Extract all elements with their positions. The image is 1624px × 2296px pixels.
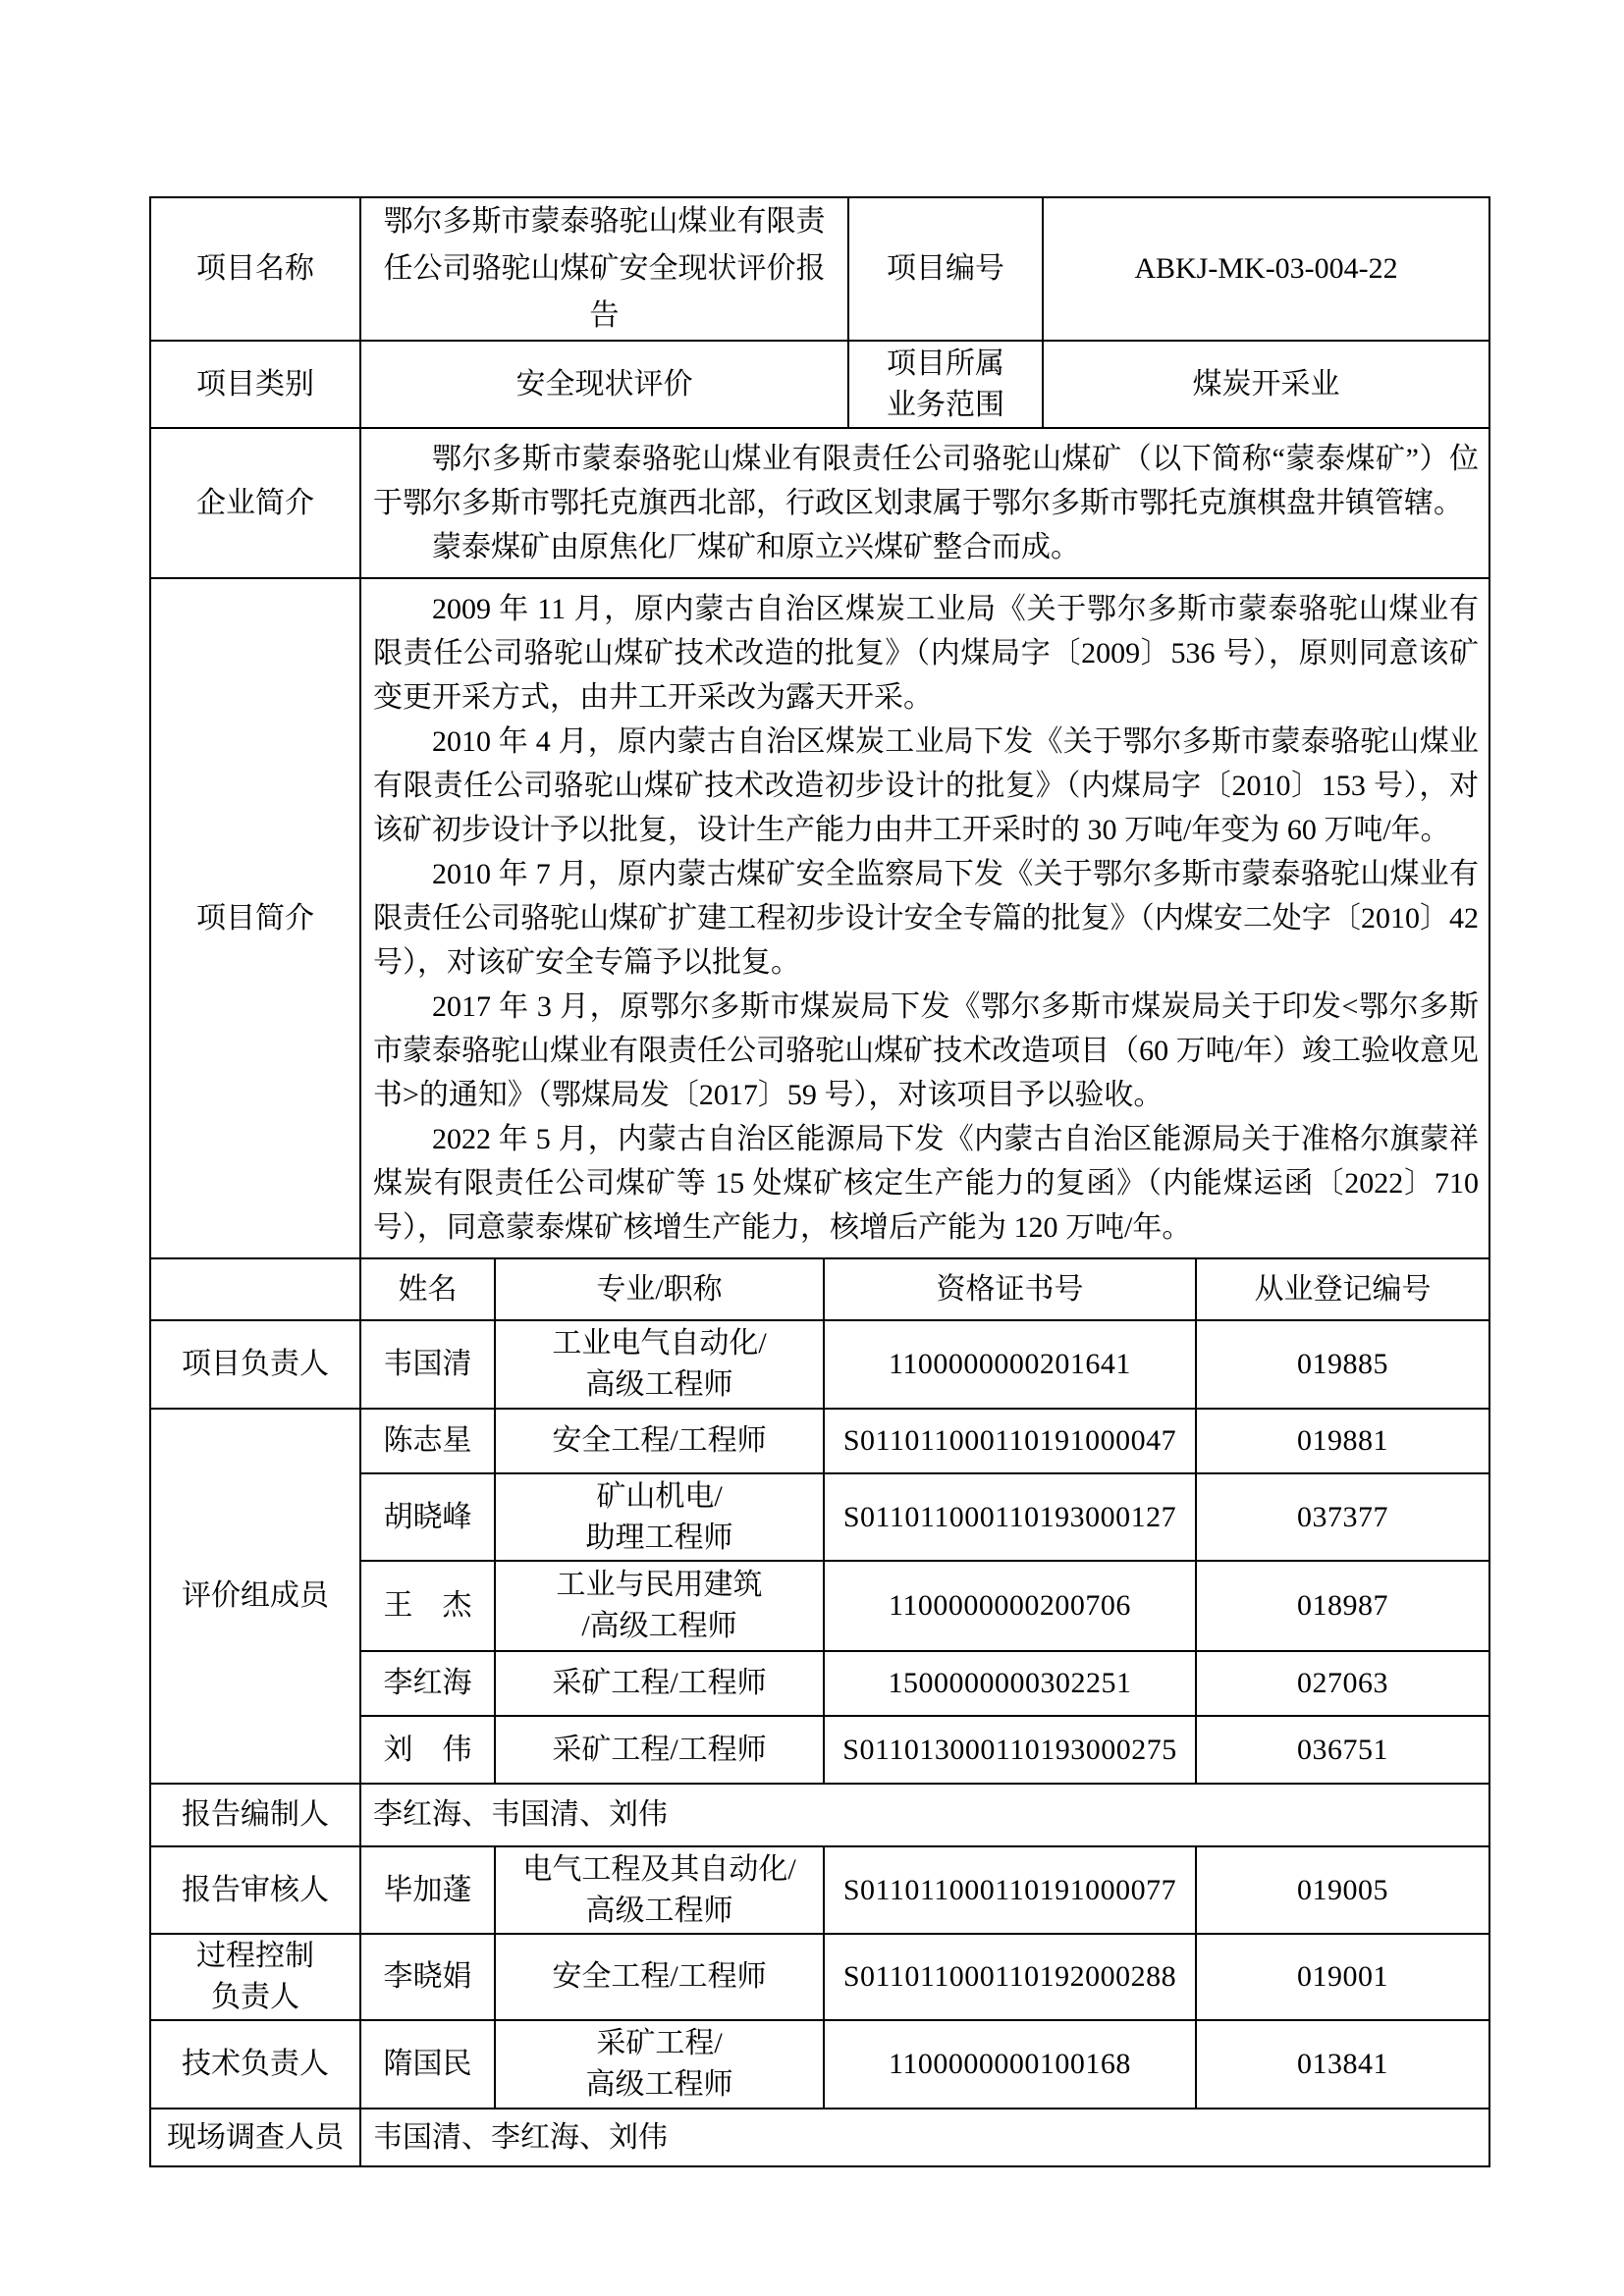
business-scope-label-line2: 业务范围 xyxy=(887,388,1004,421)
business-scope-label-line1: 项目所属 xyxy=(887,347,1004,380)
member-cert: S011011000110193000127 xyxy=(824,1473,1196,1561)
title-line: 采矿工程/ xyxy=(596,2027,723,2059)
member-reg: 018987 xyxy=(1196,1561,1489,1651)
member-title: 采矿工程/工程师 xyxy=(495,1716,824,1784)
project-name-value: 鄂尔多斯市蒙泰骆驼山煤业有限责任公司骆驼山煤矿安全现状评价报告 xyxy=(360,197,848,341)
row-personnel-header xyxy=(150,1258,1489,1320)
project-profile-paragraph: 2009 年 11 月，原内蒙古自治区煤炭工业局《关于鄂尔多斯市蒙泰骆驼山煤业有限责任公司骆驼山煤矿技术改造的批复》（内煤局字〔2009〕536 号），原则同意该矿变更开采方式，由井工开采改为露天开采。 xyxy=(373,593,1480,714)
title-line: 高级工程师 xyxy=(585,1894,733,1927)
member-reg: 019881 xyxy=(1196,1409,1489,1473)
personnel-header-reg: 从业登记编号 xyxy=(1196,1258,1489,1320)
member-cert: S011013000110193000275 xyxy=(824,1716,1196,1784)
process-control-title: 安全工程/工程师 xyxy=(495,1934,824,2020)
process-control-role xyxy=(150,1934,360,2020)
title-line: 工业电气自动化/ xyxy=(552,1327,767,1360)
row-project-leader xyxy=(150,1320,1489,1409)
project-profile-paragraph: 2010 年 4 月，原内蒙古自治区煤炭工业局下发《关于鄂尔多斯市蒙泰骆驼山煤业有限责任公司骆驼山煤矿技术改造初步设计的批复》（内煤局字〔2010〕153 号），对该矿初步设计予以批复，设计生产能力由井工开采时的 30 万吨/年变为 60 万吨/年。 xyxy=(373,725,1480,846)
member-reg: 036751 xyxy=(1196,1716,1489,1784)
business-scope-label xyxy=(848,341,1043,428)
report-reviewer-role: 报告审核人 xyxy=(150,1846,360,1934)
member-name: 王 杰 xyxy=(360,1561,495,1651)
evaluation-group-label: 评价组成员 xyxy=(150,1409,360,1784)
project-leader-cert: 1100000000201641 xyxy=(824,1320,1196,1409)
row-field-survey xyxy=(150,2109,1489,2166)
member-cert: 1500000000302251 xyxy=(824,1651,1196,1716)
role-line: 过程控制 xyxy=(196,1940,314,1972)
report-reviewer-title xyxy=(495,1846,824,1934)
row-technical-leader xyxy=(150,2020,1489,2109)
personnel-header-empty-cell xyxy=(150,1258,360,1320)
report-reviewer-reg: 019005 xyxy=(1196,1846,1489,1934)
title-line: 电气工程及其自动化/ xyxy=(522,1852,796,1886)
project-category-value: 安全现状评价 xyxy=(360,341,848,428)
row-process-control xyxy=(150,1934,1489,2020)
member-title xyxy=(495,1561,824,1651)
technical-leader-cert: 1100000000100168 xyxy=(824,2020,1196,2109)
process-control-cert: S011011000110192000288 xyxy=(824,1934,1196,2020)
field-survey-role: 现场调查人员 xyxy=(150,2109,360,2166)
field-survey-value: 韦国清、李红海、刘伟 xyxy=(360,2109,1489,2166)
member-name: 李红海 xyxy=(360,1651,495,1716)
member-reg: 027063 xyxy=(1196,1651,1489,1716)
project-code-value: ABKJ-MK-03-004-22 xyxy=(1043,197,1489,341)
member-cert: 1100000000200706 xyxy=(824,1561,1196,1651)
report-reviewer-cert: S011011000110191000077 xyxy=(824,1846,1196,1934)
title-line: 高级工程师 xyxy=(585,1368,733,1401)
member-name: 刘 伟 xyxy=(360,1716,495,1784)
title-line: 矿山机电/ xyxy=(596,1479,723,1513)
technical-leader-name: 隋国民 xyxy=(360,2020,495,2109)
project-leader-title xyxy=(495,1320,824,1409)
project-info-table xyxy=(149,196,1490,2167)
project-profile-paragraph: 2017 年 3 月，原鄂尔多斯市煤炭局下发《鄂尔多斯市煤炭局关于印发<鄂尔多斯市蒙泰骆驼山煤业有限责任公司骆驼山煤矿技术改造项目（60 万吨/年）竣工验收意见书>的通知》（鄂煤局发〔2017〕59 号），对该项目予以验收。 xyxy=(373,990,1480,1111)
report-writers-role: 报告编制人 xyxy=(150,1784,360,1846)
member-title xyxy=(495,1473,824,1561)
row-project-category xyxy=(150,341,1489,428)
project-profile-label: 项目简介 xyxy=(150,578,360,1258)
project-name-label: 项目名称 xyxy=(150,197,360,341)
technical-leader-reg: 013841 xyxy=(1196,2020,1489,2109)
member-title: 采矿工程/工程师 xyxy=(495,1651,824,1716)
row-project-profile xyxy=(150,578,1489,1258)
title-line: 高级工程师 xyxy=(585,2068,733,2101)
process-control-reg: 019001 xyxy=(1196,1934,1489,2020)
company-profile-label: 企业简介 xyxy=(150,428,360,578)
project-code-label: 项目编号 xyxy=(848,197,1043,341)
company-profile-text xyxy=(360,428,1489,578)
member-cert: S011011000110191000047 xyxy=(824,1409,1196,1473)
project-leader-name: 韦国清 xyxy=(360,1320,495,1409)
member-name: 胡晓峰 xyxy=(360,1473,495,1561)
personnel-header-cert: 资格证书号 xyxy=(824,1258,1196,1320)
report-reviewer-name: 毕加蓬 xyxy=(360,1846,495,1934)
business-scope-value: 煤炭开采业 xyxy=(1043,341,1489,428)
company-profile-paragraph: 蒙泰煤矿由原焦化厂煤矿和原立兴煤矿整合而成。 xyxy=(432,531,1080,563)
row-member xyxy=(150,1409,1489,1473)
technical-leader-role: 技术负责人 xyxy=(150,2020,360,2109)
project-profile-paragraph: 2010 年 7 月，原内蒙古煤矿安全监察局下发《关于鄂尔多斯市蒙泰骆驼山煤业有限责任公司骆驼山煤矿扩建工程初步设计安全专篇的批复》（内煤安二处字〔2010〕42 号），对该矿安全专篇予以批复。 xyxy=(373,858,1480,979)
project-profile-text xyxy=(360,578,1489,1258)
row-report-reviewer xyxy=(150,1846,1489,1934)
member-title: 安全工程/工程师 xyxy=(495,1409,824,1473)
title-line: 助理工程师 xyxy=(585,1521,733,1554)
member-reg: 037377 xyxy=(1196,1473,1489,1561)
project-category-label: 项目类别 xyxy=(150,341,360,428)
project-leader-reg: 019885 xyxy=(1196,1320,1489,1409)
company-profile-paragraph: 鄂尔多斯市蒙泰骆驼山煤业有限责任公司骆驼山煤矿（以下简称“蒙泰煤矿”）位于鄂尔多斯市鄂托克旗西北部，行政区划隶属于鄂尔多斯市鄂托克旗棋盘井镇管辖。 xyxy=(373,443,1480,519)
title-line: 工业与民用建筑 xyxy=(556,1569,763,1601)
project-profile-paragraph: 2022 年 5 月，内蒙古自治区能源局下发《内蒙古自治区能源局关于准格尔旗蒙祥煤炭有限责任公司煤矿等 15 处煤矿核定生产能力的复函》（内能煤运函〔2022〕710 号），同意蒙泰煤矿核增生产能力，核增后产能为 120 万吨/年。 xyxy=(373,1123,1480,1244)
technical-leader-title xyxy=(495,2020,824,2109)
member-name: 陈志星 xyxy=(360,1409,495,1473)
personnel-header-name: 姓名 xyxy=(360,1258,495,1320)
row-project-name xyxy=(150,197,1489,341)
row-company-profile xyxy=(150,428,1489,578)
row-report-writers xyxy=(150,1784,1489,1846)
project-leader-role: 项目负责人 xyxy=(150,1320,360,1409)
personnel-header-title: 专业/职称 xyxy=(495,1258,824,1320)
process-control-name: 李晓娟 xyxy=(360,1934,495,2020)
role-line: 负责人 xyxy=(211,1981,299,2013)
title-line: /高级工程师 xyxy=(581,1610,737,1642)
report-writers-value: 李红海、韦国清、刘伟 xyxy=(360,1784,1489,1846)
